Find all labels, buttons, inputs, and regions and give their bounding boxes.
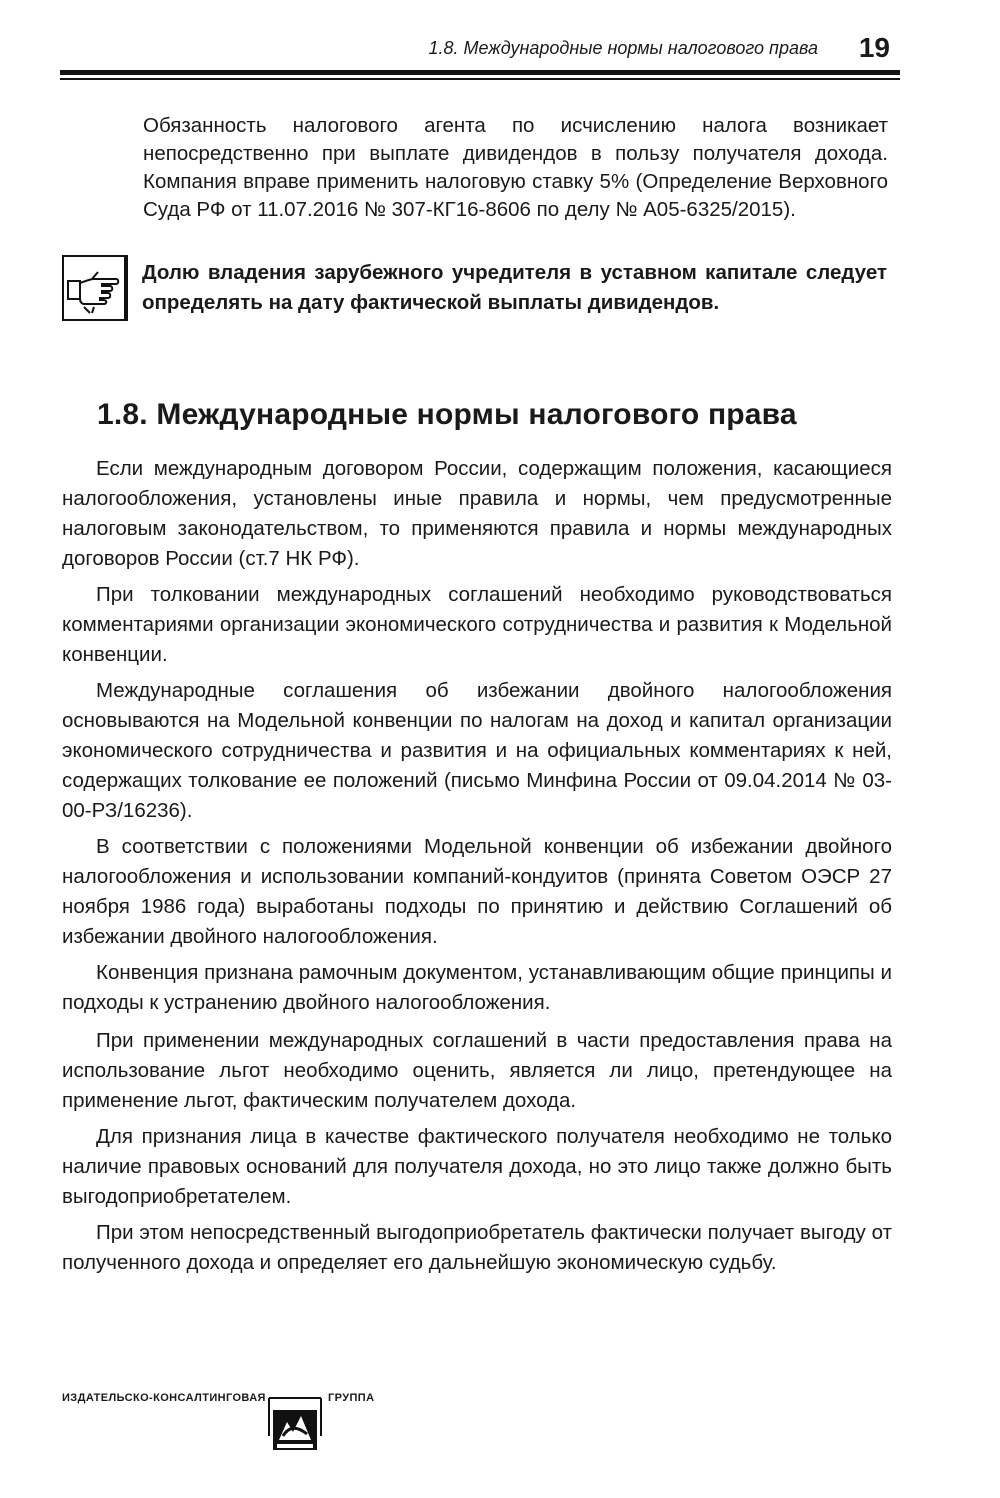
running-title: 1.8. Международные нормы налогового права <box>428 38 818 58</box>
paragraph-1: Если международным договором России, содержащим положения, касающиеся налогообложения, установлены иные правила и нормы, чем предусмотренные налоговым законодательством, то применяются правила и нормы международных договоров России (ст.7 НК РФ). <box>62 457 892 570</box>
intro-paragraph: Обязанность налогового агента по исчислению налога возникает непосредственно при выплате дивидендов в пользу получателя дохода. Компания вправе применить налоговую ставку 5% (Определение Верховного Суда РФ от 11.07.2016 № 307-КГ16-8606 по делу № А05-6325/2015). <box>143 114 888 221</box>
note-text: Долю владения зарубежного учредителя в уставном капитале следует определять на дату фактической выплаты дивидендов. <box>142 261 887 314</box>
header-rule-thin <box>60 78 900 80</box>
publisher-name-left: ИЗДАТЕЛЬСКО-КОНСАЛТИНГОВАЯ <box>62 1392 266 1404</box>
paragraph-8: При этом непосредственный выгодоприобретатель фактически получает выгоду от полученного дохода и определяет его дальнейшую экономическую судьбу. <box>62 1221 892 1274</box>
publisher-name-right: ГРУППА <box>328 1392 375 1404</box>
section-body-2 <box>62 1026 892 1284</box>
pointing-hand-icon <box>62 255 128 321</box>
paragraph-7: Для признания лица в качестве фактического получателя необходимо не только наличие правовых оснований для получателя дохода, но это лицо также должно быть выгодоприобретателем. <box>62 1125 892 1208</box>
paragraph-5: Конвенция признана рамочным документом, устанавливающим общие принципы и подходы к устранению двойного налогообложения. <box>62 961 892 1014</box>
note-callout <box>62 252 892 328</box>
publisher-logo <box>62 1384 402 1460</box>
running-header <box>60 30 900 76</box>
paragraph-6: При применении международных соглашений в части предоставления права на использование льгот необходимо оценить, является ли лицо, претендующее на применение льгот, фактическим получателем дохода. <box>62 1029 892 1112</box>
publisher-emblem-icon <box>267 1396 323 1458</box>
paragraph-3: Международные соглашения об избежании двойного налогообложения основываются на Модельной конвенции по налогам на доход и капитал организации экономического сотрудничества и развития и на официальных комментариях к ней, содержащих толкование ее положений (письмо Минфина России от 09.04.2014 № 03-00-РЗ/16236). <box>62 679 892 822</box>
page-number: 19 <box>858 32 890 63</box>
header-rule-thick <box>60 70 900 75</box>
section-heading: 1.8. Международные нормы налогового права <box>97 398 797 431</box>
paragraph-4: В соответствии с положениями Модельной конвенции об избежании двойного налогообложения и использовании компаний-кондуитов (принята Советом ОЭСР 27 ноября 1986 года) выработаны подходы по принятию и действию Соглашений об избежании двойного налогообложения. <box>62 835 892 948</box>
paragraph-2: При толковании международных соглашений необходимо руководствоваться комментариями организации экономического сотрудничества и развития к Модельной конвенции. <box>62 583 892 666</box>
section-body <box>62 454 892 1024</box>
